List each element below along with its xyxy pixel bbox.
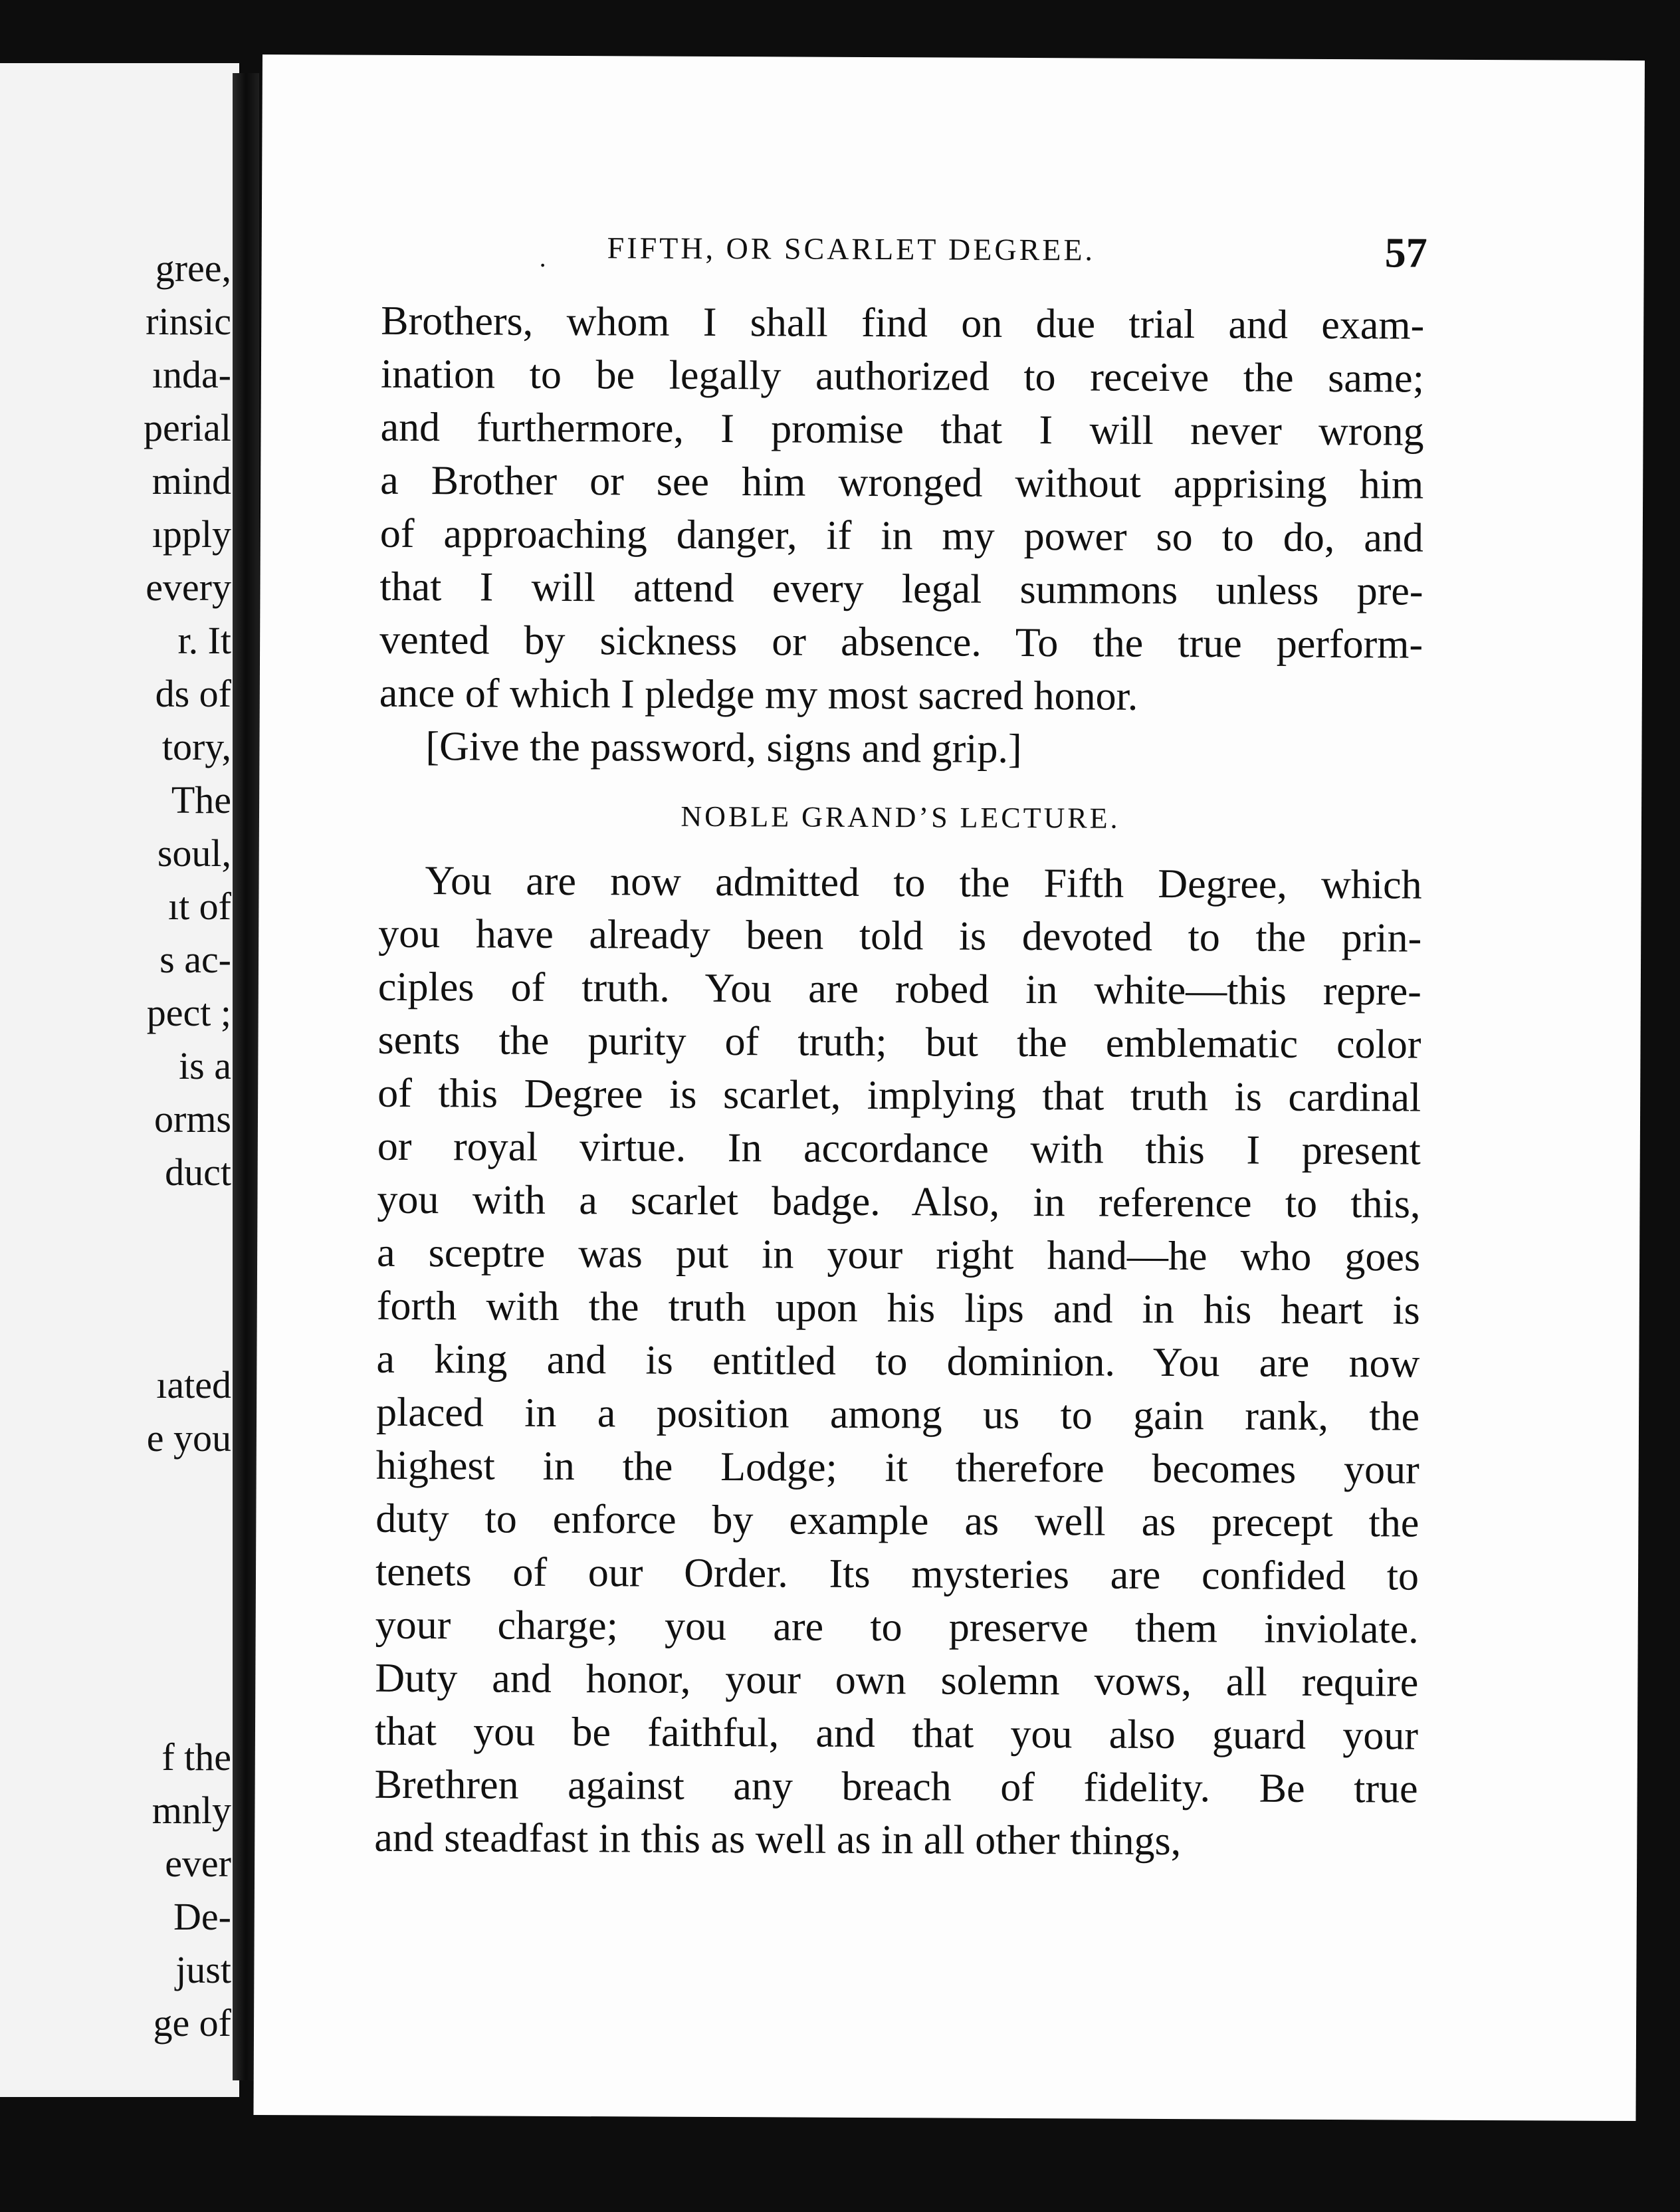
facing-page-line: r. It	[177, 619, 231, 662]
running-head-dot: .	[539, 242, 546, 273]
oath-line: of approaching danger, if in my power so to do, and	[379, 510, 1423, 561]
lecture-line: Duty and honor, your own solemn vows, all require	[375, 1655, 1419, 1706]
lecture-line: tenets of our Order. Its mysteries are confided to	[375, 1549, 1419, 1599]
facing-page-line: duct	[165, 1151, 231, 1194]
facing-page-line: The	[171, 778, 231, 822]
facing-page-line: De-	[173, 1895, 231, 1938]
book-page	[253, 55, 1645, 2121]
lecture-line: your charge; you are to preserve them inviolate.	[375, 1602, 1419, 1652]
facing-page-line: e you	[146, 1416, 231, 1460]
lecture-line: you with a scarlet badge. Also, in reference to this,	[377, 1176, 1421, 1227]
running-head	[262, 229, 1644, 276]
oath-line: that I will attend every legal summons unless pre-	[379, 564, 1423, 614]
instruction-line: [Give the password, signs and grip.]	[425, 724, 1022, 772]
facing-page-line: ıated	[156, 1363, 231, 1406]
facing-page-line: s ac-	[159, 938, 231, 981]
running-head-title: FIFTH, OR SCARLET DEGREE.	[607, 231, 1096, 267]
facing-page-line: ında-	[152, 353, 231, 396]
lecture-line: that you be faithful, and that you also guard your	[374, 1708, 1419, 1759]
facing-page-line: tory,	[161, 725, 231, 768]
lecture-line: duty to enforce by example as well as precept the	[375, 1495, 1419, 1546]
facing-page-line: f the	[161, 1735, 231, 1779]
facing-page-fragment	[0, 63, 239, 2097]
facing-page-line: ge of	[153, 2001, 231, 2045]
facing-page-line: just	[175, 1948, 231, 1991]
lecture-line: and steadfast in this as well as in all other things,	[374, 1815, 1182, 1864]
facing-page-line: ds of	[155, 672, 231, 715]
page-body	[374, 294, 1424, 1869]
page-number: 57	[1384, 229, 1427, 276]
facing-page-line: rinsic	[146, 300, 231, 343]
oath-line: ination to be legally authorized to receive the same;	[380, 351, 1425, 401]
facing-page-line: soul,	[157, 831, 231, 875]
facing-page-line: mind	[152, 459, 231, 502]
lecture-line: You are now admitted to the Fifth Degree, which	[425, 858, 1422, 908]
facing-page-line: perial	[143, 406, 231, 449]
facing-page-line: is a	[179, 1044, 231, 1087]
facing-page-line: mnly	[152, 1789, 231, 1832]
oath-paragraph	[379, 294, 1425, 724]
oath-line: and furthermore, I promise that I will never wrong	[380, 404, 1424, 455]
facing-page-line: pect ;	[146, 991, 231, 1034]
lecture-paragraph	[374, 854, 1422, 1869]
facing-page-line: ever	[165, 1842, 231, 1885]
lecture-line: a king and is entitled to dominion. You are now	[376, 1336, 1420, 1386]
lecture-line: placed in a position among us to gain rank, the	[375, 1389, 1420, 1440]
lecture-line: a sceptre was put in your right hand—he who goes	[376, 1230, 1421, 1280]
oath-line: ance of which I pledge my most sacred honor.	[379, 670, 1138, 719]
lecture-line: of this Degree is scarlet, implying that truth is cardinal	[377, 1070, 1421, 1121]
oath-line: Brothers, whom I shall find on due trial and exam-	[381, 298, 1425, 348]
facing-page-line: every	[146, 566, 231, 609]
lecture-line: highest in the Lodge; it therefore becomes your	[375, 1442, 1419, 1493]
facing-page-line: gree,	[155, 247, 231, 290]
lecture-line: ciples of truth. You are robed in white—this repre-	[377, 964, 1422, 1014]
oath-line: vented by sickness or absence. To the true perform-	[379, 617, 1423, 667]
lecture-line: Brethren against any breach of fidelity. Be true	[374, 1761, 1418, 1812]
facing-page-line: ıpply	[152, 512, 231, 556]
oath-line: a Brother or see him wronged without apprising him	[380, 457, 1424, 508]
lecture-line: you have already been told is devoted to the prin-	[378, 911, 1422, 961]
lecture-line: forth with the truth upon his lips and in his heart is	[376, 1283, 1420, 1333]
lecture-line: sents the purity of truth; but the emblematic color	[377, 1017, 1421, 1067]
lecture-line: or royal virtue. In accordance with this I present	[377, 1123, 1421, 1174]
facing-page-line: ıt of	[167, 885, 231, 928]
facing-page-line: orms	[154, 1097, 231, 1141]
section-heading: NOBLE GRAND’S LECTURE.	[681, 800, 1120, 835]
